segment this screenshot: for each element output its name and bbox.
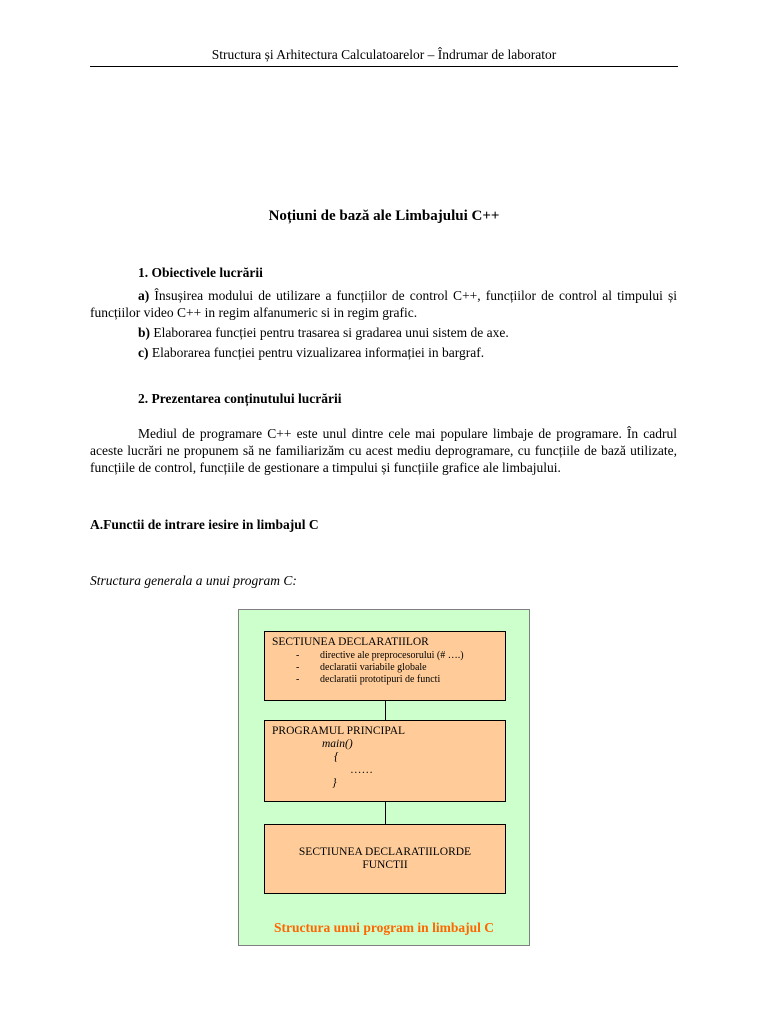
list-item: - directive ale preprocesorului (# ….) — [296, 650, 464, 661]
function-declarations-line2: FUNCTII — [362, 859, 408, 871]
objective-c-label: c) — [138, 345, 149, 360]
function-declarations-line1: SECTIUNEA DECLARATIILORDE — [298, 846, 472, 858]
document-title: Noțiuni de bază ale Limbajului C++ — [268, 208, 500, 224]
section-a-heading: A.Functii de intrare iesire in limbajul C — [90, 517, 319, 532]
declarations-title: SECTIUNEA DECLARATIILOR — [272, 636, 429, 648]
code-line-ellipsis: …… — [350, 764, 373, 776]
objective-b — [90, 324, 677, 341]
objective-c-text: Elaborarea funcției pentru vizualizarea informației in bargraf. — [148, 345, 485, 360]
function-declarations-box — [264, 824, 506, 894]
diagram-caption: Structura unui program in limbajul C — [274, 920, 494, 935]
list-item: - declaratii variabile globale — [296, 662, 427, 673]
objective-c — [90, 344, 677, 361]
section-objectives — [90, 264, 677, 367]
page-header: Structura și Arhitectura Calculatoarelor – Îndrumar de laborator — [90, 46, 678, 67]
objective-a-text: Însușirea modului de utilizare a funcțiilor de control C++, funcțiilor de control al timpului și funcțiilor video C++ in regim alfanumeric si in regim grafic. — [90, 288, 677, 320]
section-content-paragraph: Mediul de programare C++ este unul dintre cele mai populare limbaje de programare. În cadrul aceste lucrări ne propunem să ne familiarizăm cu acest mediu deprogramare, cu funcțiile de bază utilizate, funcțiile de control, funcțiile de gestionare a timpului și funcțiile grafice ale limbajului. — [90, 426, 677, 475]
connector-line — [385, 802, 386, 824]
connector-line — [385, 701, 386, 720]
objective-a — [90, 287, 677, 321]
objective-a-label: a) — [138, 288, 150, 303]
objective-b-label: b) — [138, 325, 151, 340]
list-item: - declaratii prototipuri de functi — [296, 674, 441, 685]
section-content-heading: 2. Prezentarea conținutului lucrării — [138, 391, 342, 406]
code-line-main: main() — [322, 738, 353, 750]
main-program-title: PROGRAMUL PRINCIPAL — [272, 725, 406, 737]
declarations-list — [272, 650, 498, 686]
code-line-open-brace: { — [334, 751, 339, 763]
section-objectives-heading: 1. Obiectivele lucrării — [138, 265, 263, 280]
code-line-close-brace: } — [332, 777, 337, 789]
main-program-box — [264, 720, 506, 802]
section-content — [90, 390, 677, 482]
objective-b-text: Elaborarea funcției pentru trasarea si gradarea unui sistem de axe. — [150, 325, 509, 340]
structure-caption: Structura generala a unui program C: — [90, 573, 297, 588]
program-structure-diagram — [238, 609, 530, 946]
declarations-box — [264, 631, 506, 701]
